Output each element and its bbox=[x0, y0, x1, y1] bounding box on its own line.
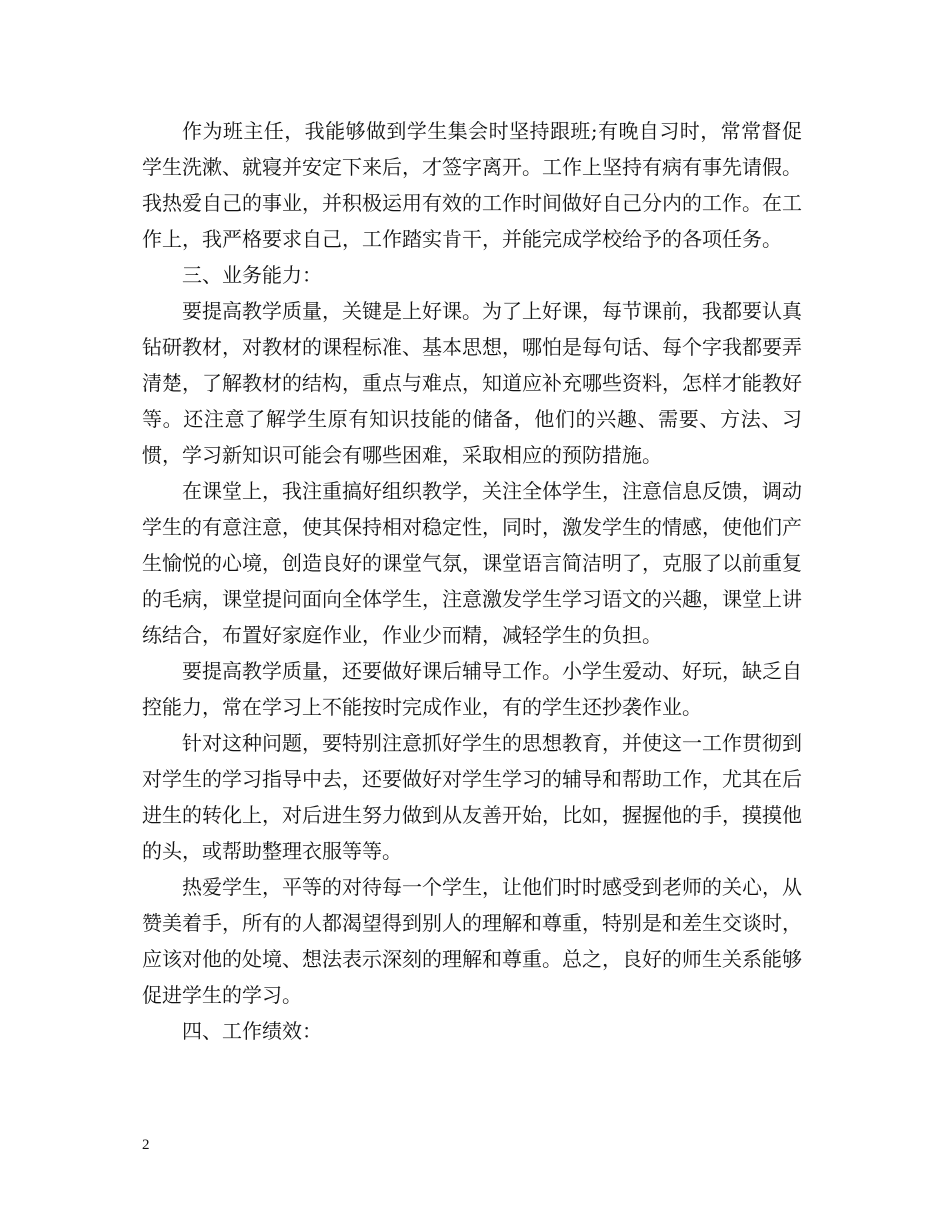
paragraph-lesson-preparation: 要提高教学质量，关键是上好课。为了上好课，每节课前，我都要认真钻研教材，对教材的课程标准、基本思想，哪怕是每句话、每个字我都要弄清楚，了解教材的结构，重点与难点，知道应补充哪些资料，怎样才能教好等。还注意了解学生原有知识技能的储备，他们的兴趣、需要、方法、习惯，学习新知识可能会有哪些困难，采取相应的预防措施。 bbox=[142, 299, 802, 467]
paragraph-classroom-teaching: 在课堂上，我注重搞好组织教学，关注全体学生，注意信息反馈，调动学生的有意注意，使其保持相对稳定性，同时，激发学生的情感，使他们产生愉悦的心境，创造良好的课堂气氛，课堂语言简洁明了，克服了以前重复的毛病，课堂提问面向全体学生，注意激发学生学习语文的兴趣，课堂上讲练结合，布置好家庭作业，作业少而精，减轻学生的负担。 bbox=[142, 479, 802, 647]
paragraph-caring-for-students: 热爱学生，平等的对待每一个学生，让他们时时感受到老师的关心，从赞美着手，所有的人都渴望得到别人的理解和尊重，特别是和差生交谈时，应该对他的处境、想法表示深刻的理解和尊重。总之，良好的师生关系能够促进学生的学习。 bbox=[142, 875, 802, 1007]
page-number: 2 bbox=[142, 1137, 150, 1153]
section-heading-work-performance: 四、工作绩效： bbox=[182, 1019, 322, 1043]
paragraph-class-teacher-duties: 作为班主任，我能够做到学生集会时坚持跟班;有晚自习时，常常督促学生洗漱、就寝并安定下来后，才签字离开。工作上坚持有病有事先请假。我热爱自己的事业，并积极运用有效的工作时间做好自己分内的工作。在工作上，我严格要求自己，工作踏实肯干，并能完成学校给予的各项任务。 bbox=[142, 119, 802, 251]
section-heading-professional-ability: 三、业务能力： bbox=[182, 263, 322, 287]
paragraph-ideological-education: 针对这种问题，要特别注意抓好学生的思想教育，并使这一工作贯彻到对学生的学习指导中去，还要做好对学生学习的辅导和帮助工作，尤其在后进生的转化上，对后进生努力做到从友善开始，比如，握握他的手，摸摸他的头，或帮助整理衣服等等。 bbox=[142, 731, 802, 863]
paragraph-after-class-tutoring: 要提高教学质量，还要做好课后辅导工作。小学生爱动、好玩，缺乏自控能力，常在学习上不能按时完成作业，有的学生还抄袭作业。 bbox=[142, 659, 802, 719]
document-body bbox=[142, 113, 802, 1049]
